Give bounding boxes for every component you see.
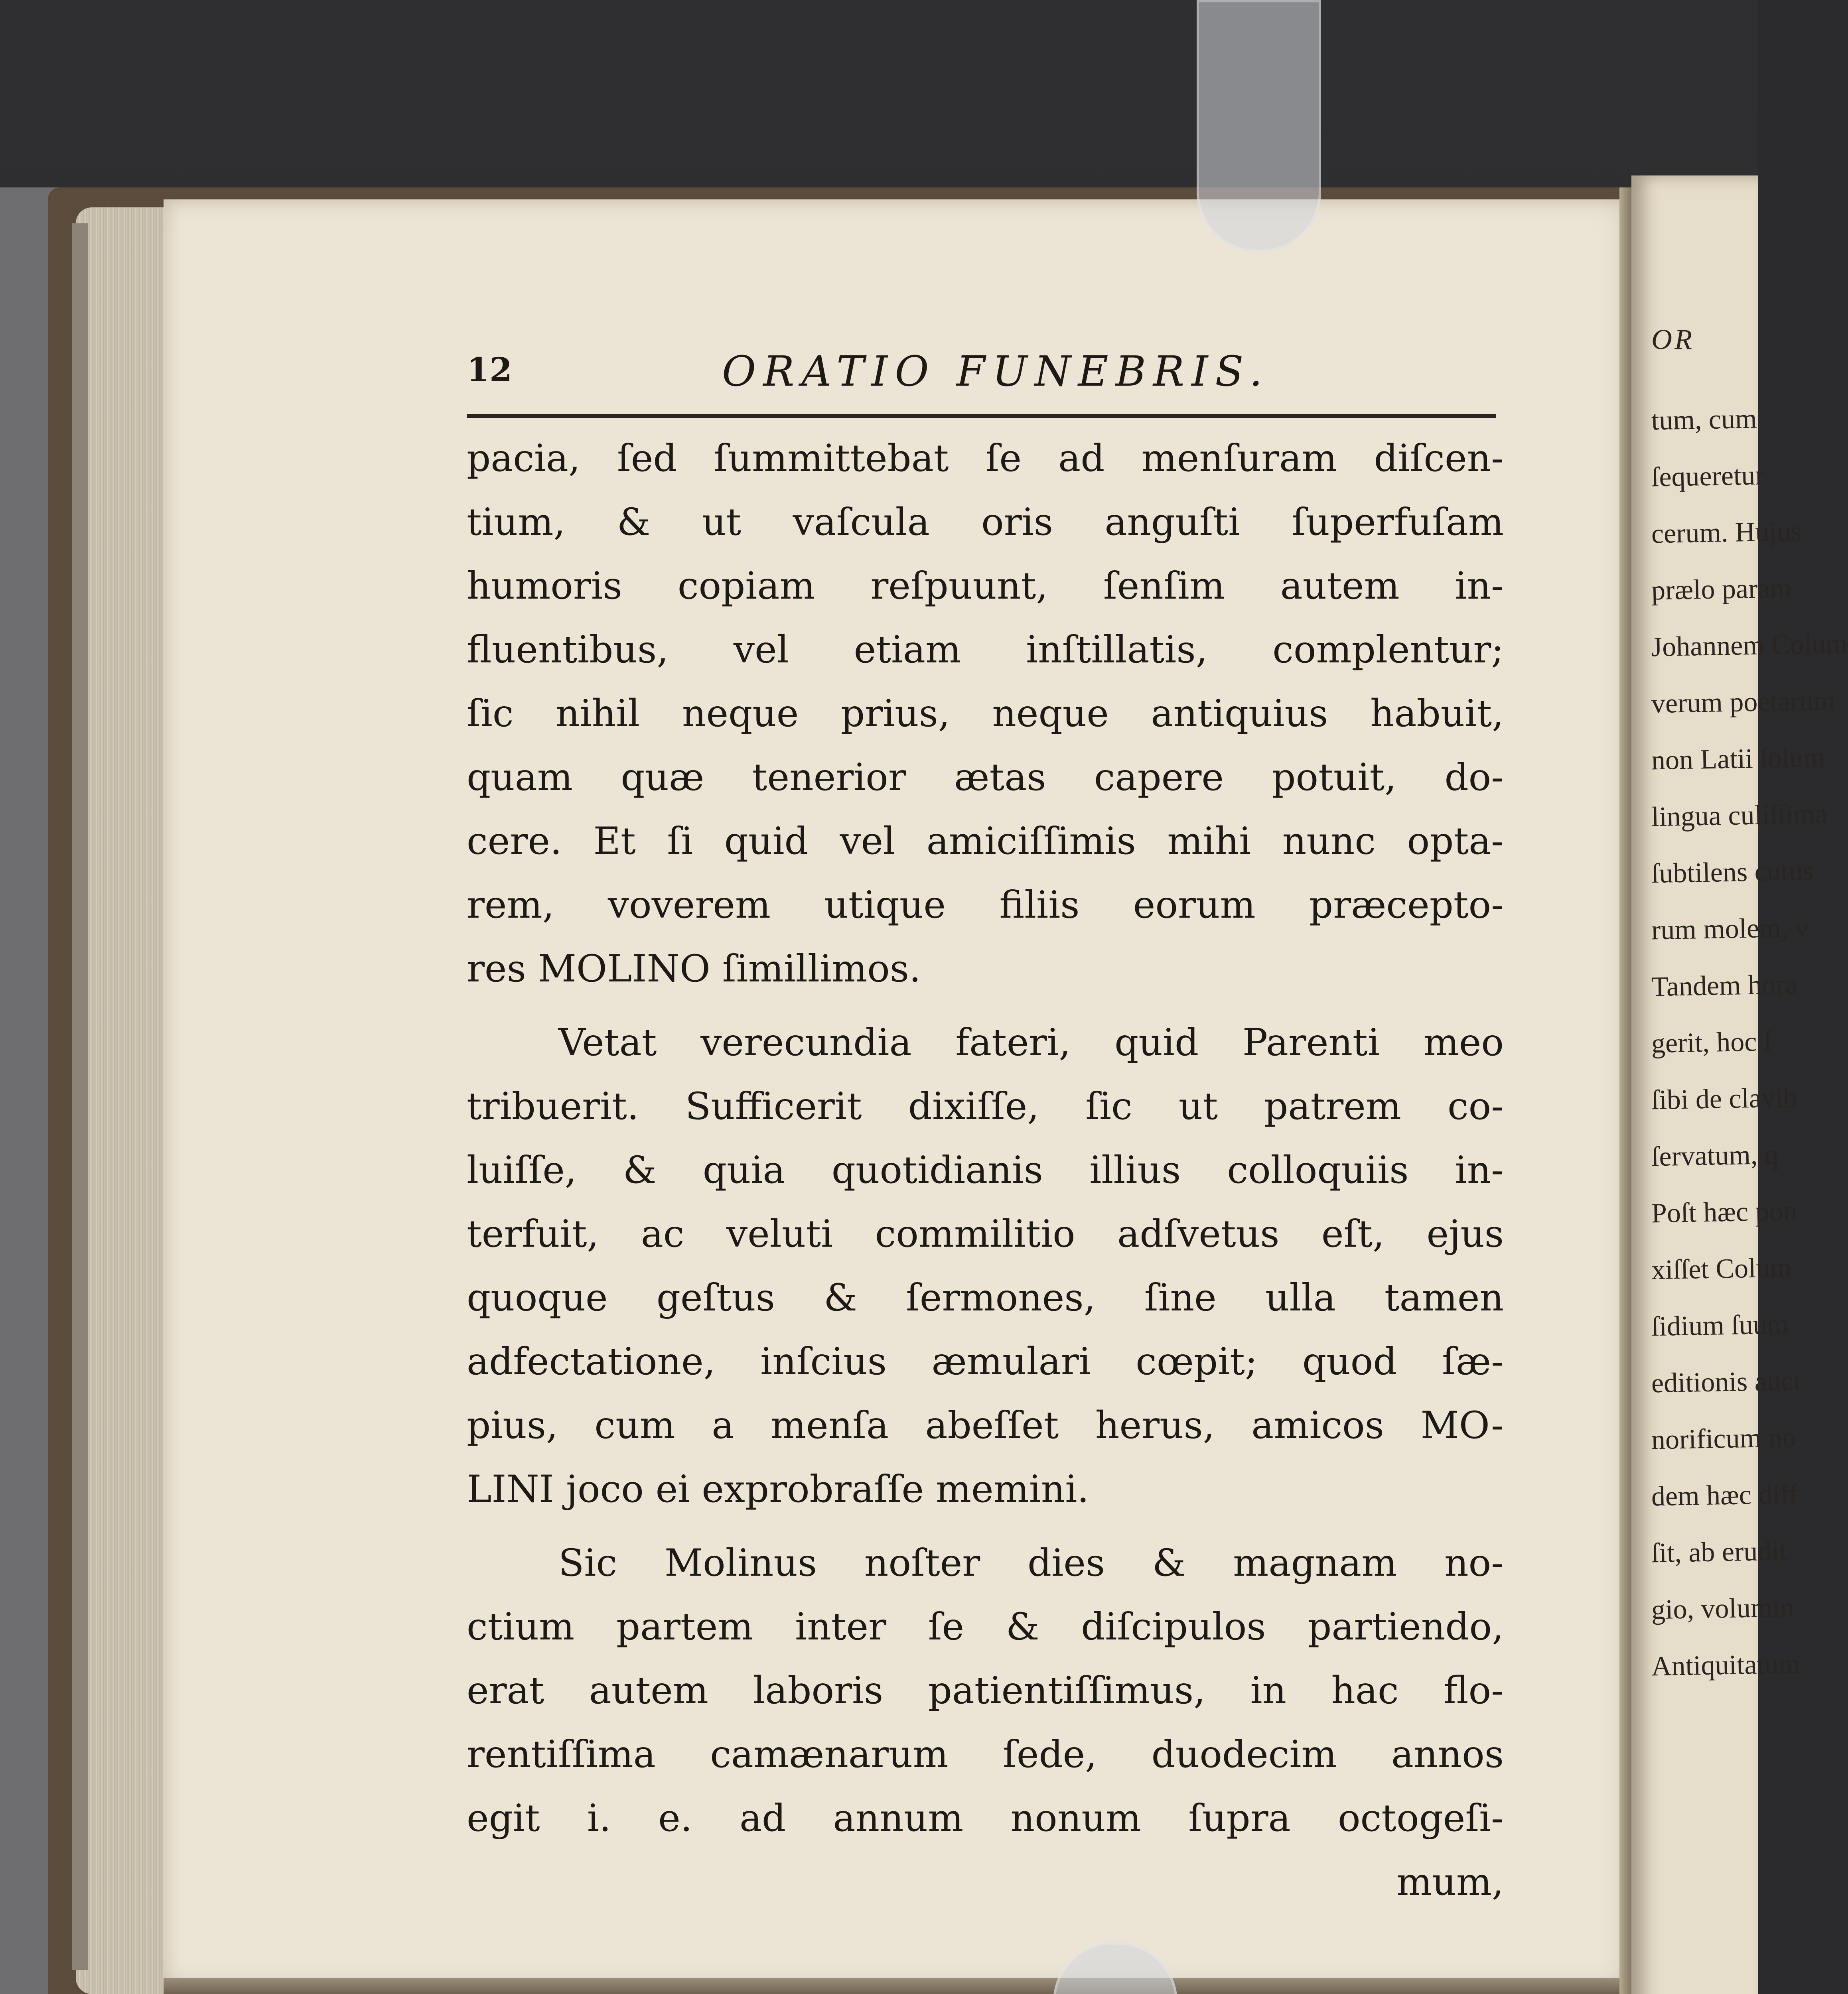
facing-line: dem hæc diff (1651, 1478, 1799, 1512)
text-line: pacia, ſed ſummittebat ſe ad menſuram diſcen- (467, 437, 1504, 480)
scanner-clamp-top (1197, 0, 1321, 252)
facing-page-head: OR (1651, 323, 1694, 355)
text-line: egit i. e. ad annum nonum ſupra octogeſi- (467, 1797, 1504, 1840)
paragraph-gap (467, 1521, 1504, 1531)
page-stack-shadow (72, 223, 88, 1970)
body-text (467, 427, 1504, 1914)
text-line: cere. Et ſi quid vel amiciſſimis mihi nunc opta- (467, 820, 1504, 863)
running-head (459, 343, 1496, 403)
catchword-line: mum, (1396, 1860, 1504, 1904)
paragraph-gap (467, 1001, 1504, 1011)
text-line: luiſſe, & quia quotidianis illius colloquiis in- (467, 1149, 1504, 1192)
text-line: Vetat verecundia fateri, quid Parenti meo (558, 1021, 1504, 1064)
facing-line: gio, volumin (1651, 1592, 1795, 1626)
text-line: LINI joco ei exprobraſſe memini. (467, 1468, 1089, 1511)
page-text-block (459, 343, 1504, 1904)
text-line: Sic Molinus noſter dies & magnam no- (558, 1541, 1504, 1585)
facing-line: ſervatum, q (1651, 1139, 1779, 1172)
text-line: adfectatione, inſcius æmulari cœpit; quod ſæ- (467, 1340, 1504, 1383)
head-rule (467, 414, 1496, 418)
running-title: ORATIO FUNEBRIS. (722, 347, 1270, 396)
facing-line: cerum. Hujus (1651, 516, 1802, 550)
facing-line: ſibi de clavib (1651, 1082, 1798, 1116)
text-line: quam quæ tenerior ætas capere potuit, do- (467, 756, 1504, 799)
facing-line: Antiquitatum (1651, 1648, 1801, 1682)
facing-line: ſubtilens cutus (1651, 855, 1814, 889)
facing-line: Johannem Colum (1651, 628, 1848, 663)
text-line: rem, voverem utique filiis eorum præcepto- (467, 883, 1504, 927)
text-line: pius, cum a menſa abeſſet herus, amicos MO- (467, 1404, 1504, 1447)
page-bottom-edge (164, 1978, 1639, 1994)
text-line: tium, & ut vaſcula oris anguſti ſuperfuſam (467, 500, 1504, 544)
text-line: terfuit, ac veluti commilitio adſvetus eſt, ejus (467, 1212, 1504, 1256)
facing-line: rum molem, v (1651, 912, 1809, 946)
text-line: tribuerit. Sufficerit dixiſſe, ſic ut patrem co- (467, 1085, 1504, 1128)
facing-line: norificum no (1651, 1422, 1797, 1456)
text-line: ctium partem inter ſe & diſcipulos partiendo, (467, 1605, 1504, 1649)
facing-line: xiſſet Colum (1651, 1252, 1792, 1286)
facing-line: ſit, ab erudit (1651, 1535, 1787, 1569)
facing-line: editionis auct (1651, 1365, 1801, 1399)
facing-line: Poſt hæc pon (1651, 1195, 1798, 1229)
page-stack-edge (76, 207, 172, 1994)
text-line: humoris copiam reſpuunt, ſenſim autem in- (467, 564, 1504, 608)
page-number: 12 (467, 351, 513, 389)
text-line: res MOLINO ſimillimos. (467, 947, 921, 991)
text-line: ſic nihil neque prius, neque antiquius habuit, (467, 692, 1504, 735)
facing-line: tum, cum (1651, 403, 1757, 436)
facing-line: non Latii ſolum (1651, 742, 1826, 776)
facing-line: Tandem hora (1651, 969, 1798, 1003)
text-line: erat autem laboris patientiſſimus, in hac flo- (467, 1669, 1504, 1712)
facing-line: prælo param (1651, 573, 1792, 606)
facing-line: verum poetarum (1651, 685, 1836, 719)
facing-line: gerit, hoc ſ (1651, 1026, 1772, 1059)
facing-page-text (1651, 311, 1848, 1694)
facing-line: ſidium ſuum (1651, 1309, 1789, 1342)
facing-line: ſequeretur (1651, 460, 1765, 493)
text-line: quoque geſtus & ſermones, ſine ulla tamen (467, 1276, 1504, 1320)
text-line: rentiſſima camænarum ſede, duodecim annos (467, 1733, 1504, 1776)
text-line: fluentibus, vel etiam inſtillatis, complentur; (467, 628, 1504, 672)
facing-line: lingua culiſſima (1651, 798, 1828, 833)
